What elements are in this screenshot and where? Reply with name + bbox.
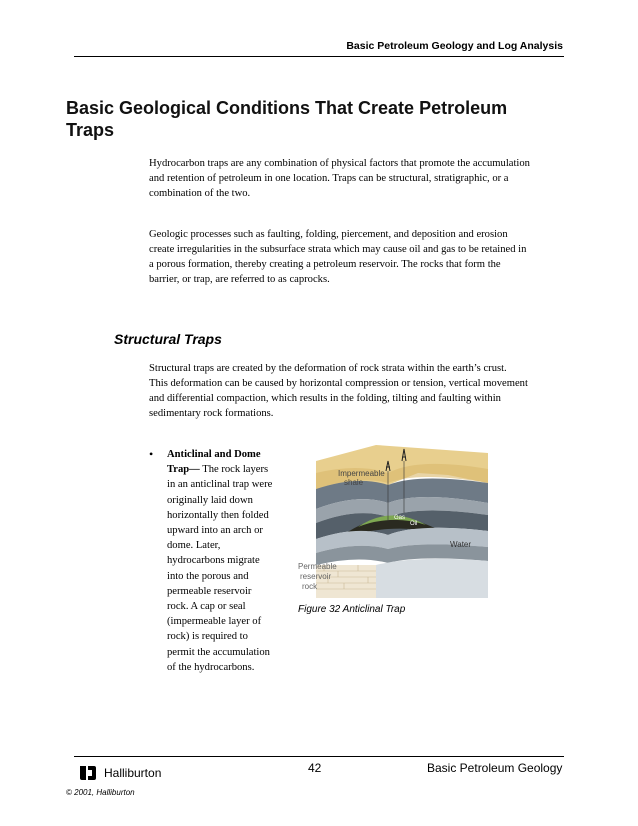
intro-paragraph-2 <box>149 227 567 287</box>
text-line: dome. Later, <box>167 540 221 552</box>
footer-rule <box>74 756 564 757</box>
label-gas: Gas <box>394 515 406 521</box>
header-rule <box>74 56 564 57</box>
page-title <box>66 97 566 141</box>
text-line: permeable reservoir <box>167 585 252 597</box>
page-number: 42 <box>308 761 322 775</box>
text-line: rock) is required to <box>167 631 248 643</box>
text-line: This deformation can be caused by horizontal compression or tension, vertical movement <box>149 378 528 389</box>
bullet-anticlinal-dome-trap <box>167 447 289 675</box>
footer-doc-title: Basic Petroleum Geology <box>427 761 563 775</box>
text-line: in an anticlinal trap were <box>167 479 273 491</box>
text-line: hydrocarbons migrate <box>167 555 260 567</box>
label-permeable: Permeable <box>298 562 337 571</box>
text-line: Geologic processes such as faulting, folding, piercement, and deposition and erosion <box>149 229 508 240</box>
label-water: Water <box>450 540 472 549</box>
bullet-term-line-1 <box>167 447 289 462</box>
text-line: originally laid down <box>167 494 253 506</box>
bullet-text-start: The rock layers <box>199 464 269 476</box>
copyright: © 2001, Halliburton <box>66 788 135 797</box>
label-rock: rock <box>302 582 318 591</box>
bullet-term-line-2 <box>167 462 289 477</box>
text-line: Structural traps are created by the deformation of rock strata within the earth’s crust. <box>149 363 507 374</box>
text-line: sedimentary rock formations. <box>149 408 274 419</box>
text-line: permit the accumulation <box>167 646 270 658</box>
label-oil: Oil <box>410 521 418 527</box>
text-line: of the hydrocarbons. <box>167 661 255 673</box>
text-line: horizontally then folded <box>167 509 269 521</box>
bullet-term: Anticlinal and Dome <box>167 449 261 460</box>
structural-paragraph <box>149 361 567 421</box>
text-line: barrier, or trap, are referred to as caprocks. <box>149 274 330 285</box>
anticlinal-trap-figure <box>298 443 488 598</box>
text-line: (impermeable layer of <box>167 616 262 628</box>
footer-company: Halliburton <box>104 766 162 780</box>
text-line: combination of the two. <box>149 188 251 199</box>
text-line: into the porous and <box>167 570 249 582</box>
side-face <box>376 559 488 598</box>
halliburton-logo-icon <box>78 763 98 783</box>
page-title-line-1: Basic Geological Conditions That Create Petroleum <box>66 98 508 118</box>
running-header: Basic Petroleum Geology and Log Analysis <box>346 40 563 52</box>
text-line: Hydrocarbon traps are any combination of physical factors that promote the accumulation <box>149 158 530 169</box>
figure-caption: Figure 32 Anticlinal Trap <box>298 604 406 615</box>
label-shale: shale <box>344 478 364 487</box>
bullet-marker: • <box>149 447 154 461</box>
label-impermeable: Impermeable <box>338 469 385 478</box>
section-heading-structural-traps: Structural Traps <box>114 331 222 347</box>
bullet-term-continued: Trap— <box>167 464 200 476</box>
intro-paragraph-1 <box>149 156 567 201</box>
text-line: create irregularities in the subsurface strata which may cause oil and gas to be retained in <box>149 244 527 255</box>
text-line: rock. A cap or seal <box>167 601 246 613</box>
text-line: and retention of petroleum in one location. Traps can be structural, stratigraphic, or a <box>149 173 509 184</box>
text-line: a porous formation, thereby creating a petroleum reservoir. The rocks that form the <box>149 259 501 270</box>
text-line: and differential compaction, which results in the folding, tilting and faulting within <box>149 393 501 404</box>
label-reservoir: reservoir <box>300 572 332 581</box>
page-title-line-2: Traps <box>66 120 115 140</box>
text-line: upward into an arch or <box>167 525 263 537</box>
